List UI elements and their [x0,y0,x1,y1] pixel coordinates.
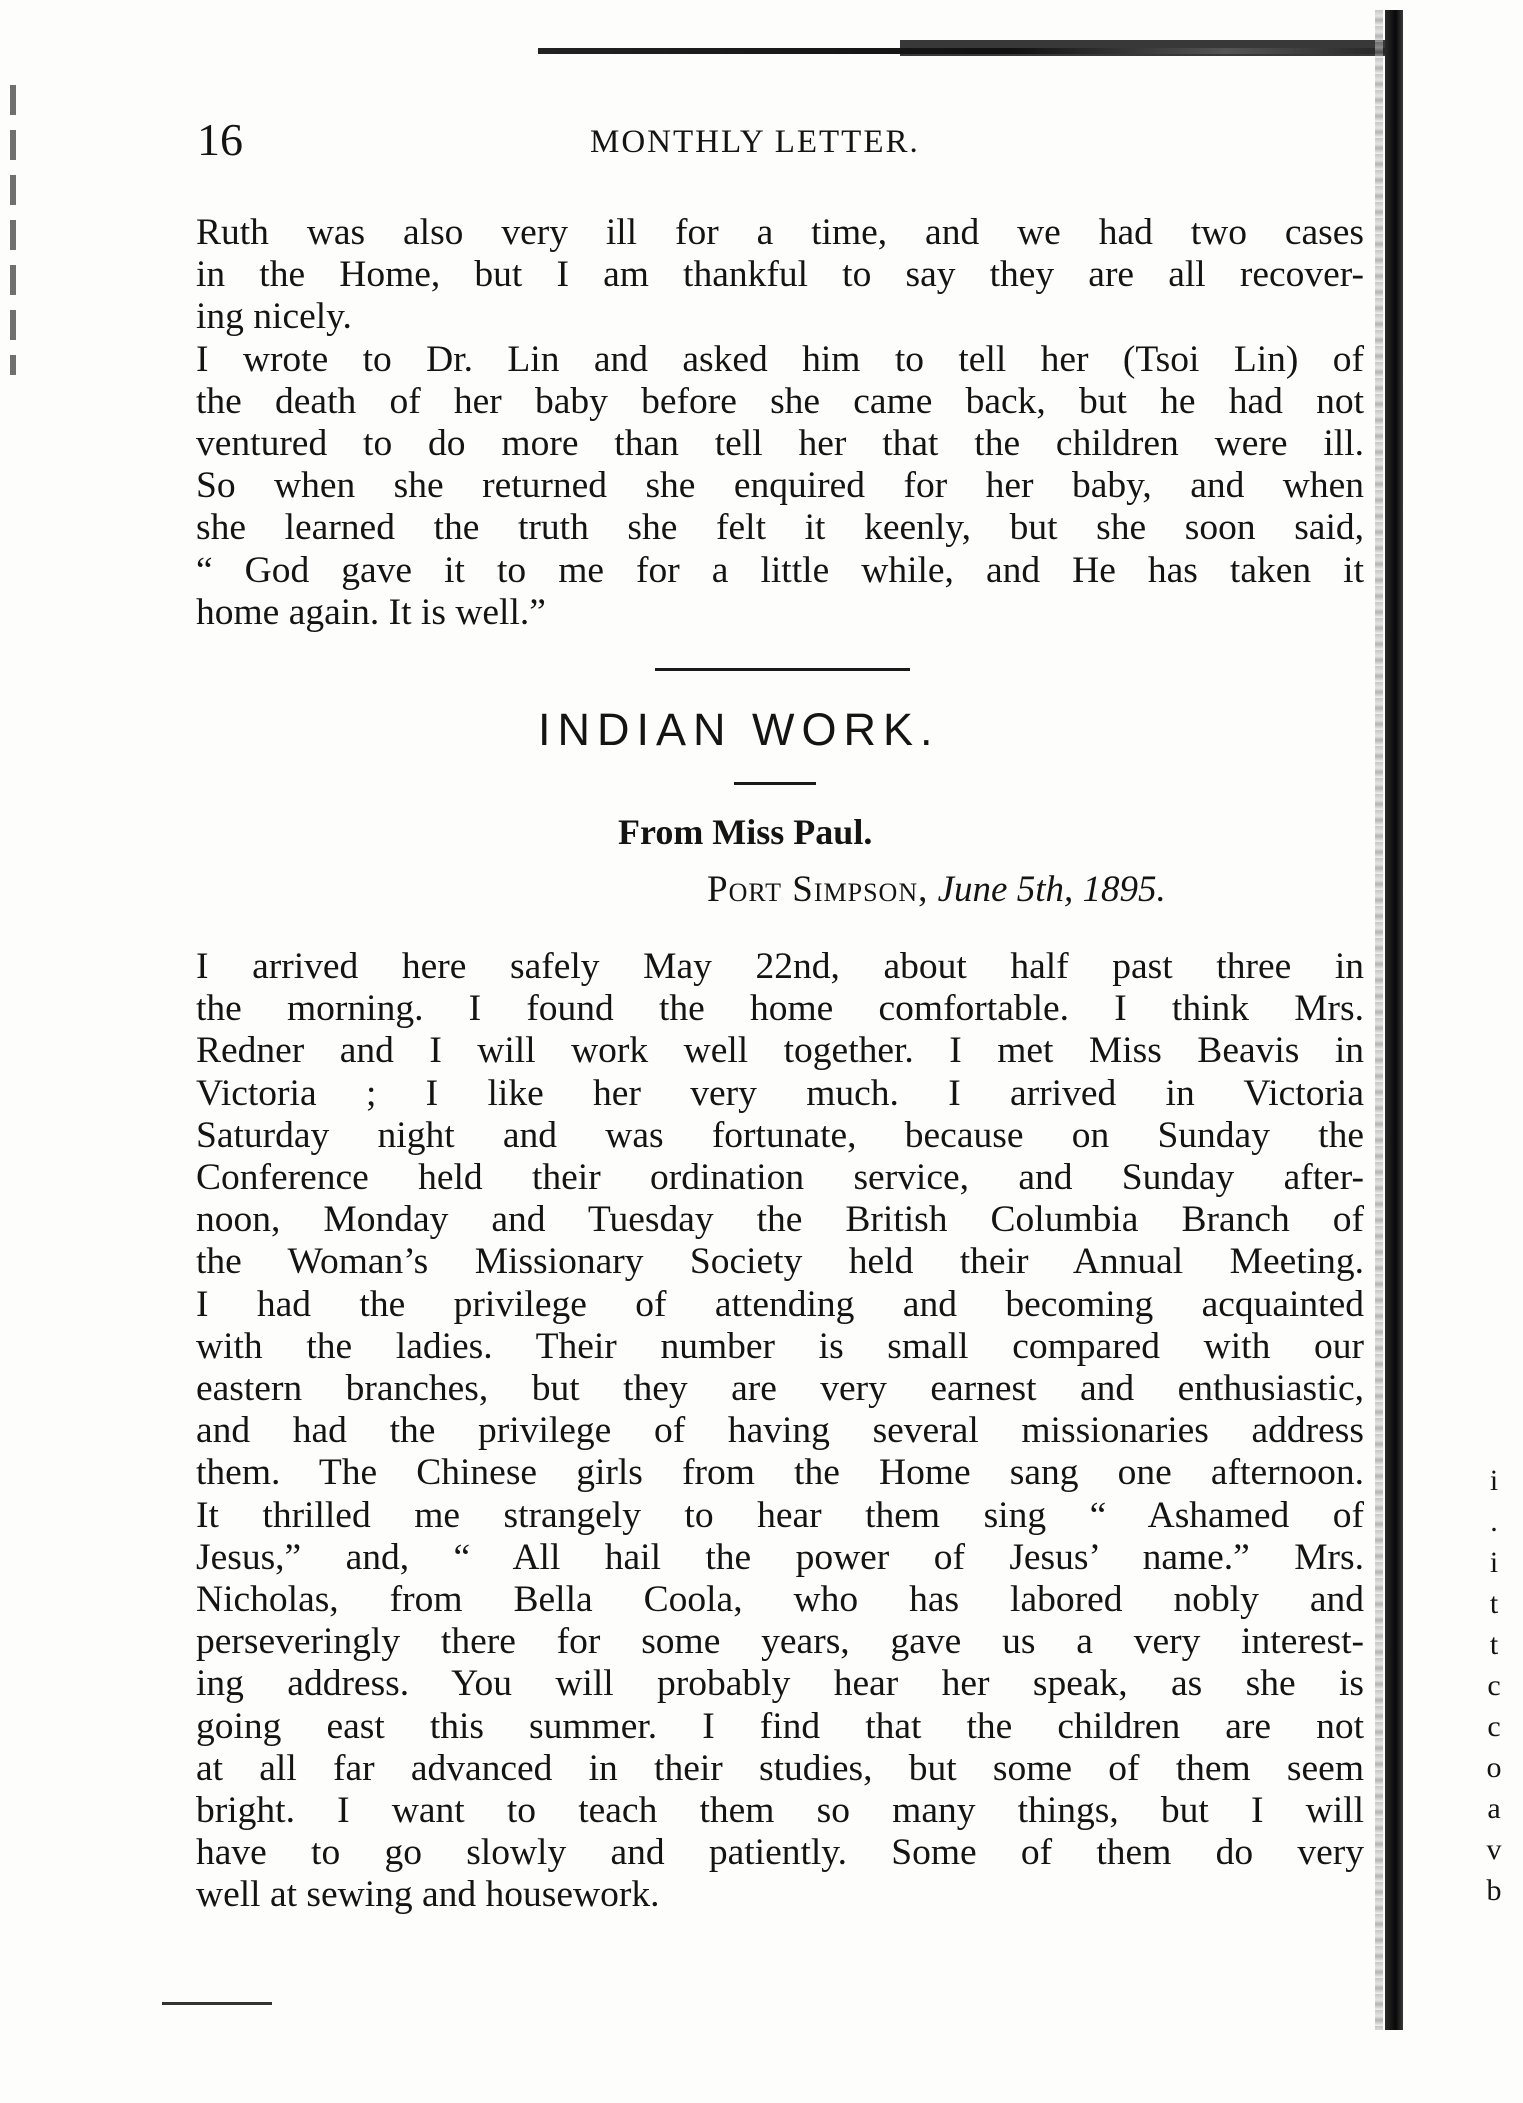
text-line: ventured to do more than tell her that the children were ill. [196,423,1364,465]
text-line: ing address. You will probably hear her speak, as she is [196,1663,1364,1705]
text-line: Ruth was also very ill for a time, and we had two cases [196,212,1364,253]
book-spine-shadow [1385,10,1403,2030]
facing-letter: t [1489,1628,1499,1661]
text-line: Redner and I will work well together. I met Miss Beavis in [196,1030,1364,1072]
scan-top-rule [538,48,1398,54]
text-line: have to go slowly and patiently. Some of them do very [196,1832,1364,1874]
facing-letter: i [1489,1464,1499,1497]
text-line: the Woman’s Missionary Society held their Annual Meeting. [196,1241,1364,1283]
text-line: Conference held their ordination service, and Sunday after- [196,1157,1364,1199]
book-spine-edge [1375,10,1383,2030]
facing-letter: a [1487,1792,1501,1825]
text-line: Victoria ; I like her very much. I arrived in Victoria [196,1072,1364,1114]
text-line: eastern branches, but they are very earnest and enthusiastic, [196,1368,1364,1410]
dateline-place: Port Simpson, [707,869,929,910]
text-line: she learned the truth she felt it keenly, but she soon said, [196,507,1364,549]
text-line: perseveringly there for some years, gave us a very interest- [196,1621,1364,1663]
facing-page-fragment [1474,1460,1514,1911]
text-line: Nicholas, from Bella Coola, who has labored nobly and [196,1579,1364,1621]
text-line: I had the privilege of attending and becoming acquainted [196,1283,1364,1325]
text-line: the death of her baby before she came back, but he had not [196,380,1364,422]
text-line: So when she returned she enquired for her baby, and when [196,465,1364,507]
text-line: them. The Chinese girls from the Home sang one afternoon. [196,1452,1364,1494]
text-line: Jesus,” and, “ All hail the power of Jesus’ name.” Mrs. [196,1536,1364,1578]
text-line: noon, Monday and Tuesday the British Columbia Branch of [196,1199,1364,1241]
facing-letter: i [1489,1546,1499,1579]
scan-left-margin-marks [10,85,16,375]
section-divider-bottom [734,782,816,785]
text-line: I arrived here safely May 22nd, about half past three in [196,946,1364,987]
text-line: going east this summer. I find that the children are not [196,1705,1364,1747]
facing-letter: v [1486,1833,1502,1866]
text-line: It thrilled me strangely to hear them sing “ Ashamed of [196,1494,1364,1536]
text-line: “ God gave it to me for a little while, and He has taken it [196,549,1364,591]
scan-bottom-mark [162,2002,272,2005]
letter-dateline [707,868,1166,912]
text-line: at all far advanced in their studies, but some of them seem [196,1747,1364,1789]
facing-letter: o [1486,1751,1502,1784]
dateline-date: June 5th, 1895. [937,869,1166,910]
facing-letter: t [1489,1587,1499,1620]
text-line: Saturday night and was fortunate, because on Sunday the [196,1114,1364,1156]
running-head: MONTHLY LETTER. [590,124,920,160]
intro-paragraphs [196,212,1364,634]
facing-letter: c [1487,1669,1501,1702]
text-line: I wrote to Dr. Lin and asked him to tell her (Tsoi Lin) of [196,338,1364,380]
section-title: INDIAN WORK. [538,704,940,755]
text-line: in the Home, but I am thankful to say they are all recover- [196,254,1364,296]
text-line: the morning. I found the home comfortable. I think Mrs. [196,988,1364,1030]
text-line: ing nicely. [196,296,352,338]
page-number: 16 [197,114,243,165]
letter-body [196,946,1364,1917]
text-line: and had the privilege of having several missionaries address [196,1410,1364,1452]
facing-letter: . [1490,1505,1498,1538]
text-line: bright. I want to teach them so many things, but I will [196,1790,1364,1832]
text-line: with the ladies. Their number is small compared with our [196,1325,1364,1367]
text-line: well at sewing and housework. [196,1874,660,1916]
letter-byline: From Miss Paul. [618,812,873,852]
section-divider-top [655,668,910,671]
text-line: home again. It is well.” [196,591,546,633]
facing-letter: c [1487,1710,1501,1743]
facing-letter: b [1486,1874,1502,1907]
